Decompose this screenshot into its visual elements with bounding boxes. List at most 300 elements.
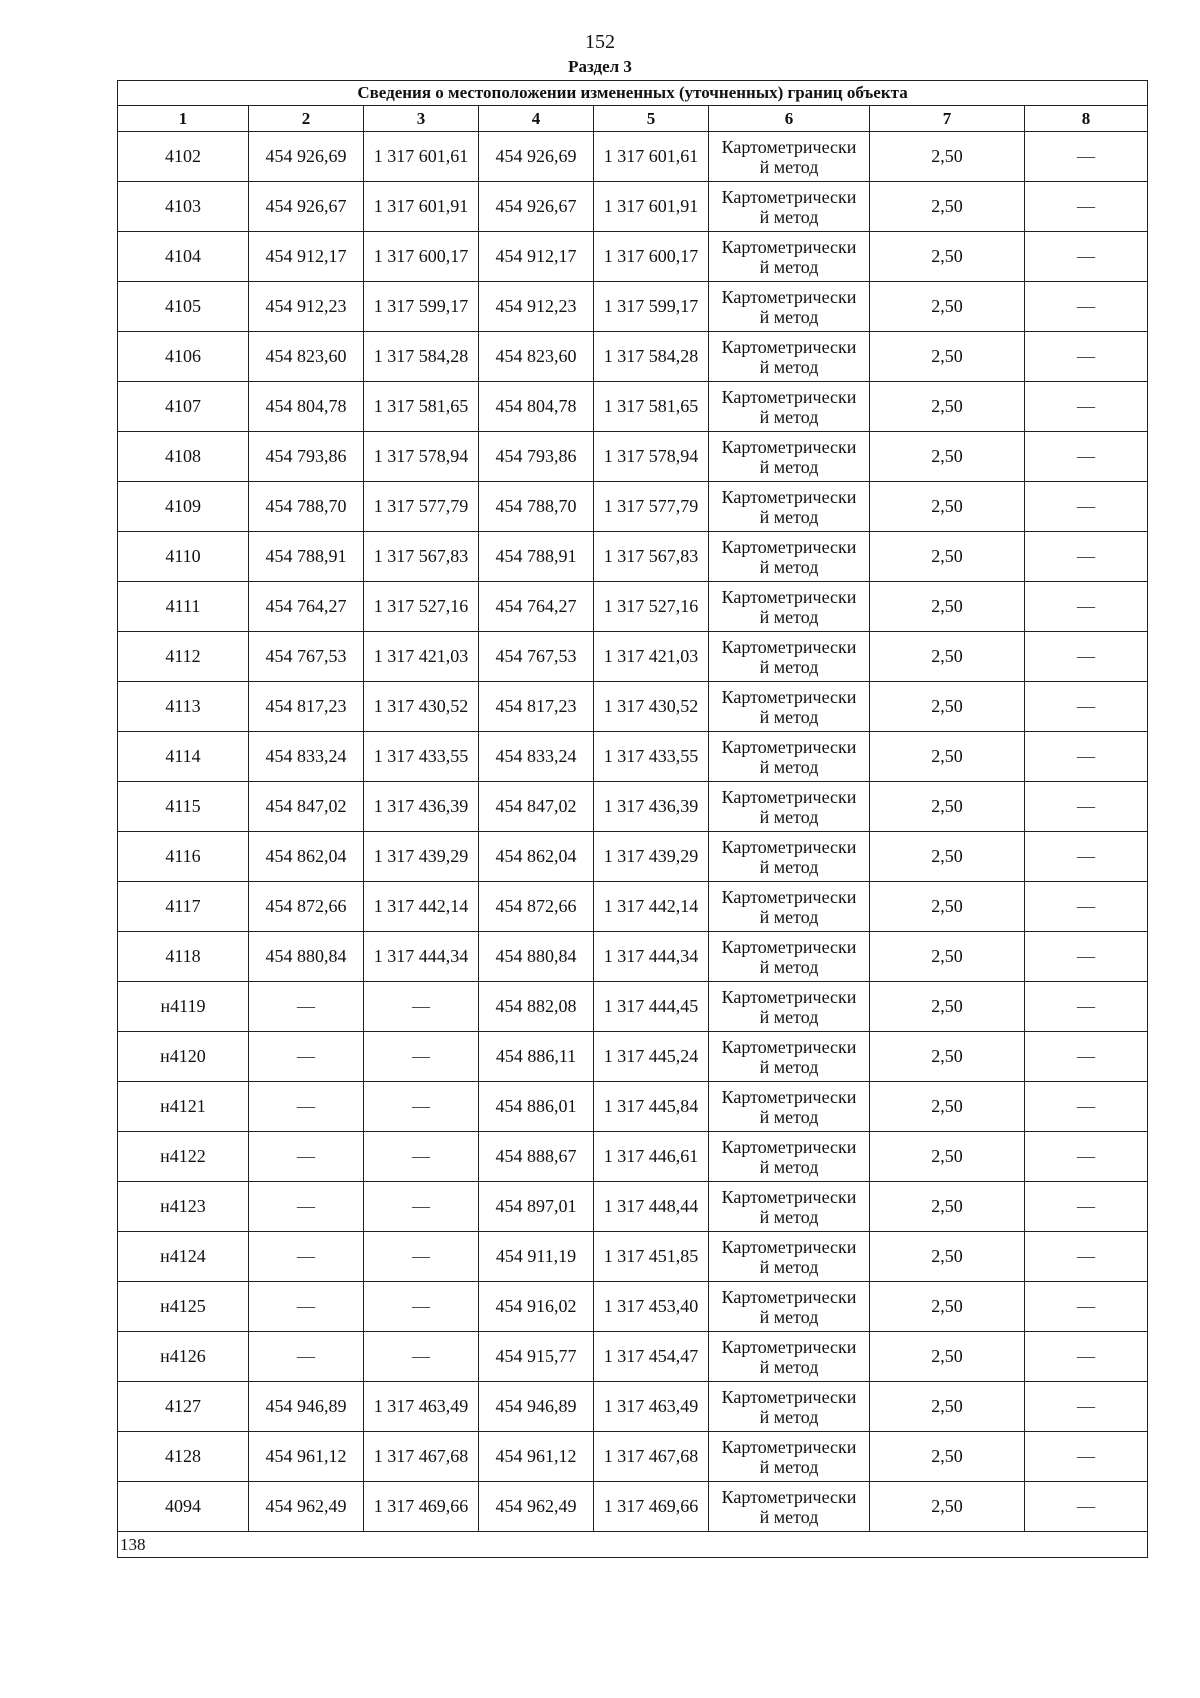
y-new-cell: 1 317 581,65 <box>594 382 709 432</box>
accuracy-cell: 2,50 <box>870 1382 1025 1432</box>
y-new-cell: 1 317 599,17 <box>594 282 709 332</box>
method-line: й метод <box>759 956 819 977</box>
table-row <box>118 1382 1148 1432</box>
point-cell: н4122 <box>118 1132 249 1182</box>
method-cell <box>709 482 870 532</box>
accuracy-cell: 2,50 <box>870 832 1025 882</box>
x-old-cell: 454 912,17 <box>249 232 364 282</box>
x-old-cell: — <box>249 982 364 1032</box>
point-cell: н4126 <box>118 1332 249 1382</box>
note-cell: — <box>1025 282 1148 332</box>
accuracy-cell: 2,50 <box>870 682 1025 732</box>
x-new-cell: 454 946,89 <box>479 1382 594 1432</box>
method-line: й метод <box>759 1006 819 1027</box>
method-line: й метод <box>759 1156 819 1177</box>
note-cell: — <box>1025 182 1148 232</box>
accuracy-cell: 2,50 <box>870 1482 1025 1532</box>
y-old-cell: — <box>364 1182 479 1232</box>
x-old-cell: 454 817,23 <box>249 682 364 732</box>
column-number: 3 <box>364 106 479 132</box>
point-cell: 4105 <box>118 282 249 332</box>
x-new-cell: 454 926,67 <box>479 182 594 232</box>
y-old-cell: 1 317 527,16 <box>364 582 479 632</box>
point-cell: 4112 <box>118 632 249 682</box>
method-line: Картометрически <box>721 1036 857 1057</box>
note-cell: — <box>1025 1232 1148 1282</box>
method-line: Картометрически <box>721 386 857 407</box>
note-cell: — <box>1025 1082 1148 1132</box>
method-line: й метод <box>759 1406 819 1427</box>
x-new-cell: 454 962,49 <box>479 1482 594 1532</box>
x-old-cell: 454 926,69 <box>249 132 364 182</box>
method-cell <box>709 1182 870 1232</box>
method-line: Картометрически <box>721 636 857 657</box>
method-cell <box>709 882 870 932</box>
x-old-cell: — <box>249 1182 364 1232</box>
method-line: Картометрически <box>721 236 857 257</box>
accuracy-cell: 2,50 <box>870 1332 1025 1382</box>
table-row <box>118 282 1148 332</box>
note-cell: — <box>1025 382 1148 432</box>
accuracy-cell: 2,50 <box>870 1182 1025 1232</box>
table-row <box>118 1032 1148 1082</box>
table-row <box>118 1132 1148 1182</box>
x-new-cell: 454 817,23 <box>479 682 594 732</box>
method-cell <box>709 1232 870 1282</box>
y-new-cell: 1 317 453,40 <box>594 1282 709 1332</box>
y-old-cell: — <box>364 1082 479 1132</box>
x-new-cell: 454 912,17 <box>479 232 594 282</box>
note-cell: — <box>1025 332 1148 382</box>
x-old-cell: 454 847,02 <box>249 782 364 832</box>
x-new-cell: 454 862,04 <box>479 832 594 882</box>
accuracy-cell: 2,50 <box>870 532 1025 582</box>
method-cell <box>709 432 870 482</box>
method-line: й метод <box>759 1206 819 1227</box>
column-number-row <box>118 106 1148 132</box>
x-old-cell: 454 804,78 <box>249 382 364 432</box>
note-cell: — <box>1025 982 1148 1032</box>
table-row <box>118 1282 1148 1332</box>
note-cell: — <box>1025 1182 1148 1232</box>
point-cell: н4124 <box>118 1232 249 1282</box>
method-line: Картометрически <box>721 486 857 507</box>
y-old-cell: 1 317 463,49 <box>364 1382 479 1432</box>
point-cell: 4127 <box>118 1382 249 1432</box>
y-new-cell: 1 317 577,79 <box>594 482 709 532</box>
accuracy-cell: 2,50 <box>870 1032 1025 1082</box>
note-cell: — <box>1025 132 1148 182</box>
note-cell: — <box>1025 1432 1148 1482</box>
accuracy-cell: 2,50 <box>870 932 1025 982</box>
table-row <box>118 582 1148 632</box>
x-old-cell: 454 862,04 <box>249 832 364 882</box>
accuracy-cell: 2,50 <box>870 582 1025 632</box>
accuracy-cell: 2,50 <box>870 1232 1025 1282</box>
y-new-cell: 1 317 567,83 <box>594 532 709 582</box>
accuracy-cell: 2,50 <box>870 132 1025 182</box>
method-line: й метод <box>759 606 819 627</box>
note-cell: — <box>1025 582 1148 632</box>
method-cell <box>709 1482 870 1532</box>
method-cell <box>709 1432 870 1482</box>
accuracy-cell: 2,50 <box>870 1432 1025 1482</box>
method-line: Картометрически <box>721 1236 857 1257</box>
x-old-cell: 454 833,24 <box>249 732 364 782</box>
table-caption-row <box>118 81 1148 106</box>
y-new-cell: 1 317 444,45 <box>594 982 709 1032</box>
method-line: Картометрически <box>721 986 857 1007</box>
y-new-cell: 1 317 584,28 <box>594 332 709 382</box>
table-row <box>118 182 1148 232</box>
x-new-cell: 454 764,27 <box>479 582 594 632</box>
accuracy-cell: 2,50 <box>870 232 1025 282</box>
table-row <box>118 782 1148 832</box>
point-cell: 4116 <box>118 832 249 882</box>
note-cell: — <box>1025 1332 1148 1382</box>
point-cell: 4106 <box>118 332 249 382</box>
accuracy-cell: 2,50 <box>870 732 1025 782</box>
x-new-cell: 454 915,77 <box>479 1332 594 1382</box>
y-old-cell: — <box>364 1132 479 1182</box>
y-new-cell: 1 317 601,91 <box>594 182 709 232</box>
method-line: й метод <box>759 156 819 177</box>
column-number: 7 <box>870 106 1025 132</box>
x-new-cell: 454 767,53 <box>479 632 594 682</box>
method-line: Картометрически <box>721 1086 857 1107</box>
point-cell: 4109 <box>118 482 249 532</box>
table-row <box>118 632 1148 682</box>
y-old-cell: 1 317 469,66 <box>364 1482 479 1532</box>
method-line: Картометрически <box>721 186 857 207</box>
y-new-cell: 1 317 436,39 <box>594 782 709 832</box>
y-old-cell: 1 317 444,34 <box>364 932 479 982</box>
y-new-cell: 1 317 446,61 <box>594 1132 709 1182</box>
method-cell <box>709 632 870 682</box>
y-new-cell: 1 317 445,24 <box>594 1032 709 1082</box>
y-old-cell: 1 317 578,94 <box>364 432 479 482</box>
point-cell: н4125 <box>118 1282 249 1332</box>
method-line: Картометрически <box>721 1286 857 1307</box>
method-line: й метод <box>759 1056 819 1077</box>
method-cell <box>709 282 870 332</box>
y-new-cell: 1 317 439,29 <box>594 832 709 882</box>
method-line: й метод <box>759 1506 819 1527</box>
accuracy-cell: 2,50 <box>870 432 1025 482</box>
x-old-cell: — <box>249 1032 364 1082</box>
method-line: й метод <box>759 206 819 227</box>
column-number: 1 <box>118 106 249 132</box>
y-new-cell: 1 317 444,34 <box>594 932 709 982</box>
method-line: Картометрически <box>721 736 857 757</box>
point-cell: 4115 <box>118 782 249 832</box>
note-cell: — <box>1025 832 1148 882</box>
method-cell <box>709 1332 870 1382</box>
method-line: й метод <box>759 656 819 677</box>
method-cell <box>709 1032 870 1082</box>
point-cell: 4108 <box>118 432 249 482</box>
method-cell <box>709 782 870 832</box>
method-line: й метод <box>759 806 819 827</box>
x-new-cell: 454 911,19 <box>479 1232 594 1282</box>
table-body <box>118 132 1148 1532</box>
method-cell <box>709 1382 870 1432</box>
accuracy-cell: 2,50 <box>870 982 1025 1032</box>
method-line: й метод <box>759 1106 819 1127</box>
y-old-cell: 1 317 467,68 <box>364 1432 479 1482</box>
y-new-cell: 1 317 454,47 <box>594 1332 709 1382</box>
page-number: 152 <box>585 31 615 53</box>
accuracy-cell: 2,50 <box>870 482 1025 532</box>
method-cell <box>709 982 870 1032</box>
table-row <box>118 732 1148 782</box>
point-cell: 4107 <box>118 382 249 432</box>
method-line: й метод <box>759 356 819 377</box>
y-new-cell: 1 317 527,16 <box>594 582 709 632</box>
x-new-cell: 454 886,11 <box>479 1032 594 1082</box>
y-new-cell: 1 317 601,61 <box>594 132 709 182</box>
x-new-cell: 454 823,60 <box>479 332 594 382</box>
method-line: й метод <box>759 906 819 927</box>
x-old-cell: 454 823,60 <box>249 332 364 382</box>
point-cell: н4120 <box>118 1032 249 1082</box>
x-old-cell: — <box>249 1082 364 1132</box>
x-old-cell: 454 926,67 <box>249 182 364 232</box>
x-new-cell: 454 804,78 <box>479 382 594 432</box>
x-new-cell: 454 886,01 <box>479 1082 594 1132</box>
method-cell <box>709 732 870 782</box>
x-new-cell: 454 888,67 <box>479 1132 594 1182</box>
method-line: Картометрически <box>721 1386 857 1407</box>
point-cell: 4117 <box>118 882 249 932</box>
x-old-cell: 454 872,66 <box>249 882 364 932</box>
y-new-cell: 1 317 433,55 <box>594 732 709 782</box>
method-line: Картометрически <box>721 1436 857 1457</box>
accuracy-cell: 2,50 <box>870 882 1025 932</box>
boundary-coordinates-table <box>117 80 1148 1558</box>
note-cell: — <box>1025 532 1148 582</box>
point-cell: н4123 <box>118 1182 249 1232</box>
point-cell: 4104 <box>118 232 249 282</box>
x-old-cell: — <box>249 1282 364 1332</box>
x-new-cell: 454 833,24 <box>479 732 594 782</box>
y-old-cell: — <box>364 1032 479 1082</box>
y-old-cell: 1 317 600,17 <box>364 232 479 282</box>
x-old-cell: 454 793,86 <box>249 432 364 482</box>
table-row <box>118 982 1148 1032</box>
method-cell <box>709 1082 870 1132</box>
table-caption: Сведения о местоположении измененных (уточненных) границ объекта <box>118 81 1148 106</box>
y-old-cell: — <box>364 1282 479 1332</box>
y-old-cell: 1 317 439,29 <box>364 832 479 882</box>
table-row <box>118 132 1148 182</box>
accuracy-cell: 2,50 <box>870 632 1025 682</box>
y-old-cell: 1 317 567,83 <box>364 532 479 582</box>
y-old-cell: — <box>364 982 479 1032</box>
y-new-cell: 1 317 578,94 <box>594 432 709 482</box>
accuracy-cell: 2,50 <box>870 1082 1025 1132</box>
x-new-cell: 454 788,70 <box>479 482 594 532</box>
column-number: 4 <box>479 106 594 132</box>
x-new-cell: 454 912,23 <box>479 282 594 332</box>
table-row <box>118 1182 1148 1232</box>
note-cell: — <box>1025 432 1148 482</box>
y-new-cell: 1 317 469,66 <box>594 1482 709 1532</box>
point-cell: 4128 <box>118 1432 249 1482</box>
point-cell: 4118 <box>118 932 249 982</box>
y-old-cell: 1 317 433,55 <box>364 732 479 782</box>
method-line: й метод <box>759 406 819 427</box>
method-line: й метод <box>759 456 819 477</box>
note-cell: — <box>1025 1482 1148 1532</box>
x-old-cell: 454 788,70 <box>249 482 364 532</box>
accuracy-cell: 2,50 <box>870 282 1025 332</box>
y-old-cell: 1 317 436,39 <box>364 782 479 832</box>
x-new-cell: 454 897,01 <box>479 1182 594 1232</box>
y-old-cell: 1 317 430,52 <box>364 682 479 732</box>
method-line: Картометрически <box>721 1336 857 1357</box>
x-new-cell: 454 847,02 <box>479 782 594 832</box>
method-line: Картометрически <box>721 1486 857 1507</box>
method-line: Картометрически <box>721 836 857 857</box>
y-new-cell: 1 317 467,68 <box>594 1432 709 1482</box>
method-cell <box>709 1132 870 1182</box>
x-old-cell: 454 946,89 <box>249 1382 364 1432</box>
point-cell: 4102 <box>118 132 249 182</box>
table-row <box>118 432 1148 482</box>
method-line: Картометрически <box>721 886 857 907</box>
method-line: Картометрически <box>721 786 857 807</box>
x-new-cell: 454 882,08 <box>479 982 594 1032</box>
accuracy-cell: 2,50 <box>870 782 1025 832</box>
point-cell: н4121 <box>118 1082 249 1132</box>
point-cell: 4110 <box>118 532 249 582</box>
method-cell <box>709 132 870 182</box>
table-row <box>118 932 1148 982</box>
method-cell <box>709 232 870 282</box>
note-cell: — <box>1025 1382 1148 1432</box>
y-old-cell: 1 317 584,28 <box>364 332 479 382</box>
method-line: й метод <box>759 856 819 877</box>
y-old-cell: 1 317 581,65 <box>364 382 479 432</box>
x-new-cell: 454 788,91 <box>479 532 594 582</box>
point-cell: 4094 <box>118 1482 249 1532</box>
point-cell: 4114 <box>118 732 249 782</box>
accuracy-cell: 2,50 <box>870 182 1025 232</box>
method-cell <box>709 382 870 432</box>
note-cell: — <box>1025 882 1148 932</box>
x-old-cell: 454 788,91 <box>249 532 364 582</box>
method-cell <box>709 932 870 982</box>
y-old-cell: 1 317 577,79 <box>364 482 479 532</box>
column-number: 5 <box>594 106 709 132</box>
x-old-cell: 454 767,53 <box>249 632 364 682</box>
y-old-cell: 1 317 601,61 <box>364 132 479 182</box>
table-row <box>118 1332 1148 1382</box>
x-old-cell: — <box>249 1132 364 1182</box>
method-cell <box>709 1282 870 1332</box>
table-footer-row <box>118 1532 1148 1558</box>
y-new-cell: 1 317 600,17 <box>594 232 709 282</box>
method-line: Картометрически <box>721 286 857 307</box>
y-old-cell: 1 317 601,91 <box>364 182 479 232</box>
method-cell <box>709 182 870 232</box>
column-number: 2 <box>249 106 364 132</box>
method-cell <box>709 582 870 632</box>
x-old-cell: 454 912,23 <box>249 282 364 332</box>
method-line: Картометрически <box>721 336 857 357</box>
y-new-cell: 1 317 421,03 <box>594 632 709 682</box>
y-old-cell: 1 317 442,14 <box>364 882 479 932</box>
note-cell: — <box>1025 1132 1148 1182</box>
method-line: й метод <box>759 1356 819 1377</box>
method-line: й метод <box>759 256 819 277</box>
note-cell: — <box>1025 1282 1148 1332</box>
y-new-cell: 1 317 430,52 <box>594 682 709 732</box>
x-new-cell: 454 916,02 <box>479 1282 594 1332</box>
method-line: Картометрически <box>721 586 857 607</box>
x-new-cell: 454 926,69 <box>479 132 594 182</box>
method-cell <box>709 682 870 732</box>
x-old-cell: 454 764,27 <box>249 582 364 632</box>
method-line: й метод <box>759 706 819 727</box>
note-cell: — <box>1025 482 1148 532</box>
y-old-cell: 1 317 599,17 <box>364 282 479 332</box>
point-cell: 4111 <box>118 582 249 632</box>
footer-number: 138 <box>118 1532 1148 1558</box>
method-line: Картометрически <box>721 1186 857 1207</box>
method-line: й метод <box>759 1456 819 1477</box>
method-line: й метод <box>759 1256 819 1277</box>
x-new-cell: 454 872,66 <box>479 882 594 932</box>
method-cell <box>709 532 870 582</box>
x-old-cell: 454 880,84 <box>249 932 364 982</box>
column-number: 6 <box>709 106 870 132</box>
note-cell: — <box>1025 732 1148 782</box>
method-line: Картометрически <box>721 1136 857 1157</box>
x-old-cell: — <box>249 1332 364 1382</box>
table-row <box>118 682 1148 732</box>
column-number: 8 <box>1025 106 1148 132</box>
method-line: Картометрически <box>721 536 857 557</box>
point-cell: 4113 <box>118 682 249 732</box>
method-line: й метод <box>759 306 819 327</box>
table-row <box>118 482 1148 532</box>
method-line: й метод <box>759 556 819 577</box>
y-new-cell: 1 317 442,14 <box>594 882 709 932</box>
x-new-cell: 454 793,86 <box>479 432 594 482</box>
method-line: й метод <box>759 506 819 527</box>
note-cell: — <box>1025 632 1148 682</box>
x-old-cell: 454 962,49 <box>249 1482 364 1532</box>
y-new-cell: 1 317 448,44 <box>594 1182 709 1232</box>
table-row <box>118 532 1148 582</box>
y-new-cell: 1 317 451,85 <box>594 1232 709 1282</box>
table-row <box>118 1232 1148 1282</box>
x-old-cell: — <box>249 1232 364 1282</box>
x-old-cell: 454 961,12 <box>249 1432 364 1482</box>
table-row <box>118 232 1148 282</box>
y-new-cell: 1 317 463,49 <box>594 1382 709 1432</box>
table-row <box>118 1432 1148 1482</box>
accuracy-cell: 2,50 <box>870 1132 1025 1182</box>
accuracy-cell: 2,50 <box>870 1282 1025 1332</box>
method-line: й метод <box>759 756 819 777</box>
y-old-cell: — <box>364 1232 479 1282</box>
table-row <box>118 1482 1148 1532</box>
method-cell <box>709 832 870 882</box>
y-old-cell: 1 317 421,03 <box>364 632 479 682</box>
